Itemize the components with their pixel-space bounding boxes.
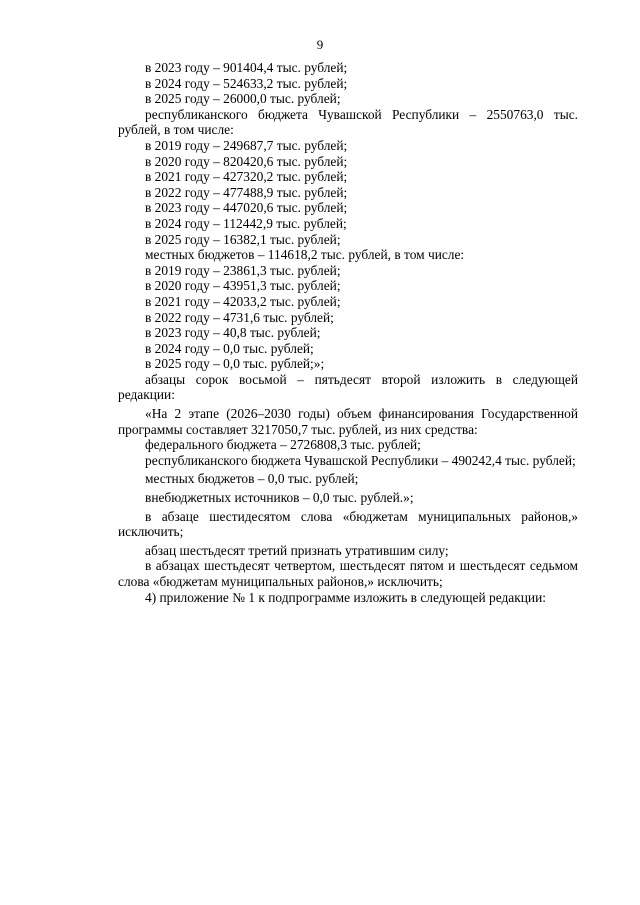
text-line: в 2020 году – 43951,3 тыс. рублей; xyxy=(145,278,341,294)
text-line: в 2023 году – 901404,4 тыс. рублей; xyxy=(145,60,348,75)
text-line: в 2024 году – 0,0 тыс. рублей; xyxy=(145,340,314,356)
text-line: в 2021 году – 42033,2 тыс. рублей; xyxy=(145,293,341,309)
text-line: в 2024 году – 524633,2 тыс. рублей; xyxy=(145,75,348,91)
paragraph: «На 2 этапе (2026–2030 годы) объем финансирования Государственной программы составляет 3217050,7 тыс. рублей, из них средства: xyxy=(118,406,578,437)
text-line: местных бюджетов – 0,0 тыс. рублей; xyxy=(145,471,359,487)
text-line: в 2020 году – 820420,6 тыс. рублей; xyxy=(145,153,348,169)
paragraph: абзацы сорок восьмой – пятьдесят второй изложить в следующей редакции: xyxy=(118,371,578,403)
text-line: в 2025 году – 0,0 тыс. рублей;»; xyxy=(145,356,325,372)
text-line: в 2022 году – 477488,9 тыс. рублей; xyxy=(145,184,348,200)
document-body xyxy=(118,60,578,605)
text-line: в 2019 году – 249687,7 тыс. рублей; xyxy=(145,137,348,153)
text-line: в 2025 году – 26000,0 тыс. рублей; xyxy=(145,91,341,107)
text-line: абзац шестьдесят третий признать утратившим силу; xyxy=(145,542,449,558)
text-line: 4) приложение № 1 к подпрограмме изложить в следующей редакции: xyxy=(145,589,546,605)
text-line: в 2023 году – 447020,6 тыс. рублей; xyxy=(145,200,348,216)
text-line: местных бюджетов – 114618,2 тыс. рублей, в том числе: xyxy=(145,247,465,263)
paragraph: в абзацах шестьдесят четвертом, шестьдесят пятом и шестьдесят седьмом слова «бюджетам муниципальных районов,» исключить; xyxy=(118,558,578,589)
text-line: в 2025 году – 16382,1 тыс. рублей; xyxy=(145,231,341,247)
text-line: в 2021 году – 427320,2 тыс. рублей; xyxy=(145,169,348,185)
paragraph: в абзаце шестидесятом слова «бюджетам муниципальных районов,» исключить; xyxy=(118,508,578,540)
text-line: в 2022 году – 4731,6 тыс. рублей; xyxy=(145,309,334,325)
text-line: в 2024 году – 112442,9 тыс. рублей; xyxy=(145,215,347,231)
text-line: в 2023 году – 40,8 тыс. рублей; xyxy=(145,325,321,341)
page-number: 9 xyxy=(316,37,324,52)
text-line: федерального бюджета – 2726808,3 тыс. рублей; xyxy=(145,437,421,453)
paragraph: республиканского бюджета Чувашской Республики – 2550763,0 тыс. рублей, в том числе: xyxy=(118,106,578,138)
paragraph: республиканского бюджета Чувашской Республики – 490242,4 тыс. рублей; xyxy=(145,452,576,468)
text-line: внебюджетных источников – 0,0 тыс. рублей.»; xyxy=(145,490,414,506)
text-line: в 2019 году – 23861,3 тыс. рублей; xyxy=(145,262,341,278)
